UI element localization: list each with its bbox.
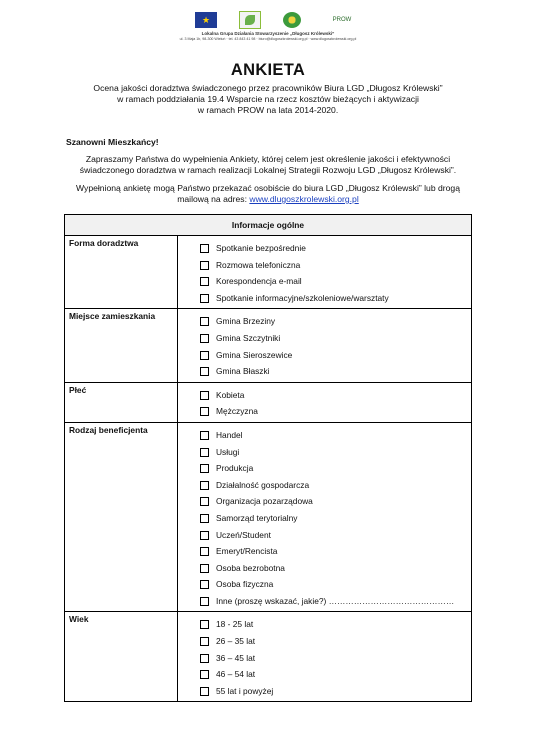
survey-table [64,214,472,702]
section-options [178,309,472,382]
checkbox[interactable] [200,654,209,663]
checkbox[interactable] [200,531,209,540]
option-item[interactable] [200,347,471,364]
option-item[interactable] [200,403,471,420]
page-title: ANKIETA [230,61,306,79]
option-label: 36 – 45 lat [216,652,256,663]
section-label: Miejsce zamieszkania [65,309,178,382]
checkbox[interactable] [200,547,209,556]
checkbox[interactable] [200,497,209,506]
option-item[interactable] [200,543,471,560]
option-item[interactable] [200,460,471,477]
checkbox[interactable] [200,514,209,523]
section-row [65,309,472,382]
checkbox[interactable] [200,687,209,696]
option-label: Gmina Brzeziny [216,316,276,327]
option-item[interactable] [200,240,471,257]
option-label: Gmina Sieroszewice [216,349,293,360]
option-item[interactable] [200,273,471,290]
option-item[interactable] [200,363,471,380]
section-label: Rodzaj beneficjenta [65,422,178,612]
option-label: Emeryt/Rencista [216,546,278,557]
option-label: Kobieta [216,389,245,400]
subtitle-line: w ramach poddziałania 19.4 Wsparcie na rzecz kosztów bieżących i aktywizacji [117,94,419,104]
option-label: Handel [216,429,243,440]
option-label: Mężczyzna [216,406,258,417]
option-item[interactable] [200,444,471,461]
table-header: Informacje ogólne [65,215,472,236]
lgd-logo [283,12,301,28]
website-link[interactable]: www.dlugoszkrolewski.org.pl [249,194,359,204]
option-label: Inne (proszę wskazać, jakie?) ……………………………………… [216,595,455,606]
checkbox[interactable] [200,464,209,473]
checkbox[interactable] [200,407,209,416]
option-item[interactable] [200,257,471,274]
section-options [178,236,472,309]
option-item[interactable] [200,593,471,610]
option-item[interactable] [200,527,471,544]
option-item[interactable] [200,633,471,650]
option-item[interactable] [200,666,471,683]
checkbox[interactable] [200,481,209,490]
section-label: Forma doradztwa [65,236,178,309]
option-label: 55 lat i powyżej [216,685,274,696]
option-item[interactable] [200,477,471,494]
checkbox[interactable] [200,564,209,573]
option-label: Gmina Szczytniki [216,332,281,343]
option-item[interactable] [200,650,471,667]
section-row [65,422,472,612]
option-item[interactable] [200,290,471,307]
option-label: Osoba fizyczna [216,579,274,590]
org-address: ul. 3 Maja 1b, 98-300 Wieluń · tel. 43 843 41 98 · biuro@dlugoszkrolewski.org.pl · www.dlugoszkrolewski.org.pl [179,37,357,41]
checkbox[interactable] [200,277,209,286]
option-label: Gmina Błaszki [216,366,270,377]
checkbox[interactable] [200,367,209,376]
subtitle-line: Ocena jakości doradztwa świadczonego przez pracowników Biura LGD „Długosz Królewski” [93,83,443,93]
section-label: Płeć [65,382,178,422]
checkbox[interactable] [200,351,209,360]
option-item[interactable] [200,427,471,444]
checkbox[interactable] [200,637,209,646]
option-label: Organizacja pozarządowa [216,496,313,507]
section-row [65,236,472,309]
checkbox[interactable] [200,294,209,303]
section-options [178,382,472,422]
checkbox[interactable] [200,261,209,270]
option-label: Uczeń/Student [216,529,271,540]
checkbox[interactable] [200,334,209,343]
option-item[interactable] [200,330,471,347]
checkbox[interactable] [200,448,209,457]
option-label: Osoba bezrobotna [216,562,285,573]
checkbox[interactable] [200,620,209,629]
option-item[interactable] [200,683,471,700]
option-label: Usługi [216,446,240,457]
subtitle [60,83,476,116]
greeting: Szanowni Mieszkańcy! [66,137,159,147]
option-item[interactable] [200,313,471,330]
checkbox[interactable] [200,580,209,589]
option-label: Spotkanie bezpośrednie [216,243,306,253]
checkbox[interactable] [200,317,209,326]
option-item[interactable] [200,616,471,633]
checkbox[interactable] [200,670,209,679]
checkbox[interactable] [200,244,209,253]
checkbox[interactable] [200,391,209,400]
section-label: Wiek [65,612,178,702]
section-options [178,612,472,702]
intro-paragraph: Zapraszamy Państwa do wypełnienia Ankiety, której celem jest określenie jakości i efektywności świadczonego doradztwa w ramach realizacji Lokalnej Strategii Rozwoju LGD „Długosz Królewski”. [79,154,457,175]
section-options [178,422,472,612]
option-item[interactable] [200,387,471,404]
option-label: 46 – 54 lat [216,669,256,680]
submit-text: Wypełnioną ankietę mogą Państwo przekazać osobiście do biura LGD „Długosz Królewski” lub drogą mailową na adres: [76,183,460,204]
option-label: 26 – 35 lat [216,636,256,647]
prow-logo: PROW [332,17,352,23]
option-item[interactable] [200,560,471,577]
option-item[interactable] [200,576,471,593]
org-name: Lokalna Grupa Działania Stowarzyszenie „Długosz Królewski” [201,31,335,36]
option-label: Samorząd terytorialny [216,512,298,523]
header-logos [195,10,375,30]
checkbox[interactable] [200,597,209,606]
option-label: Spotkanie informacyjne/szkoleniowe/warsztaty [216,292,389,303]
subtitle-line: w ramach PROW na lata 2014-2020. [197,105,339,115]
leader-logo [239,11,261,29]
checkbox[interactable] [200,431,209,440]
submit-paragraph [66,183,470,205]
option-label: Działalność gospodarcza [216,479,310,490]
option-item[interactable] [200,510,471,527]
option-label: Korespondencja e-mail [216,276,302,287]
option-label: 18 - 25 lat [216,619,254,630]
eu-flag-logo: ★ [195,12,217,28]
section-row [65,382,472,422]
option-label: Produkcja [216,463,254,474]
section-row [65,612,472,702]
option-label: Rozmowa telefoniczna [216,259,301,270]
option-item[interactable] [200,493,471,510]
